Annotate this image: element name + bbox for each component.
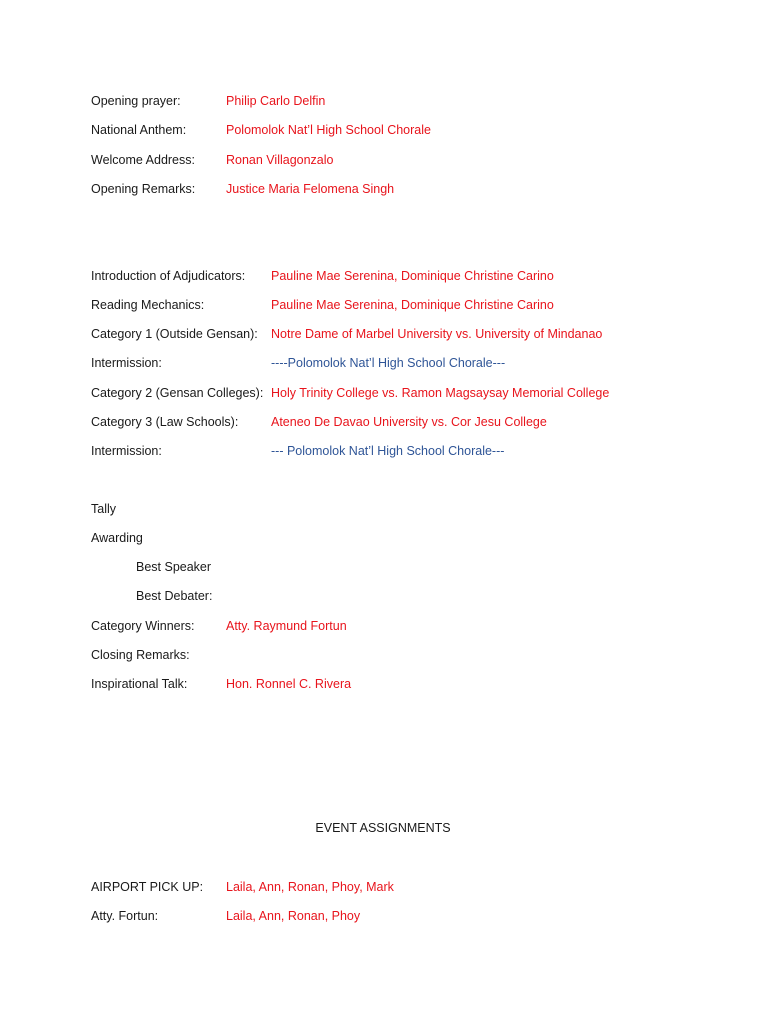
intermission-2-label: Intermission: <box>91 444 162 458</box>
event-assignments-heading-text: EVENT ASSIGNMENTS <box>315 821 451 835</box>
opening-prayer-value: Philip Carlo Delfin <box>226 94 326 108</box>
closing-remarks-label: Closing Remarks: <box>91 648 190 662</box>
opening-remarks-value: Justice Maria Felomena Singh <box>226 182 395 196</box>
best-speaker-label: Best Speaker <box>136 560 212 574</box>
category-2-label: Category 2 (Gensan Colleges): <box>91 386 264 400</box>
category-2-value: Holy Trinity College vs. Ramon Magsaysay Memorial College <box>271 386 610 400</box>
category-winners-label: Category Winners: <box>91 619 195 633</box>
best-debater-label: Best Debater: <box>136 589 213 603</box>
atty-fortun-label: Atty. Fortun: <box>91 909 159 923</box>
inspirational-talk-label: Inspirational Talk: <box>91 677 188 691</box>
airport-pickup-label: AIRPORT PICK UP: <box>91 880 204 894</box>
intermission-1-value: ----Polomolok Nat’l High School Chorale--- <box>271 356 506 370</box>
reading-mechanics-label: Reading Mechanics: <box>91 298 205 312</box>
intermission-2-value: --- Polomolok Nat’l High School Chorale--- <box>271 444 505 458</box>
tally-label: Tally <box>91 502 117 516</box>
opening-remarks-label: Opening Remarks: <box>91 182 196 196</box>
airport-pickup-value: Laila, Ann, Ronan, Phoy, Mark <box>226 880 394 894</box>
welcome-address-value: Ronan Villagonzalo <box>226 153 334 167</box>
adjudicators-value: Pauline Mae Serenina, Dominique Christine Carino <box>271 269 554 283</box>
event-assignments-heading <box>0 819 768 837</box>
category-1-label: Category 1 (Outside Gensan): <box>91 327 258 341</box>
intermission-1-label: Intermission: <box>91 356 162 370</box>
adjudicators-label: Introduction of Adjudicators: <box>91 269 246 283</box>
awarding-label: Awarding <box>91 531 143 545</box>
atty-fortun-value: Laila, Ann, Ronan, Phoy <box>226 909 361 923</box>
reading-mechanics-value: Pauline Mae Serenina, Dominique Christine Carino <box>271 298 554 312</box>
welcome-address-label: Welcome Address: <box>91 153 195 167</box>
inspirational-talk-value: Hon. Ronnel C. Rivera <box>226 677 352 691</box>
national-anthem-label: National Anthem: <box>91 123 187 137</box>
category-winners-value: Atty. Raymund Fortun <box>226 619 347 633</box>
category-3-label: Category 3 (Law Schools): <box>91 415 239 429</box>
opening-prayer-label: Opening prayer: <box>91 94 181 108</box>
category-1-value: Notre Dame of Marbel University vs. University of Mindanao <box>271 327 603 341</box>
category-3-value: Ateneo De Davao University vs. Cor Jesu College <box>271 415 547 429</box>
national-anthem-value: Polomolok Nat’l High School Chorale <box>226 123 431 137</box>
